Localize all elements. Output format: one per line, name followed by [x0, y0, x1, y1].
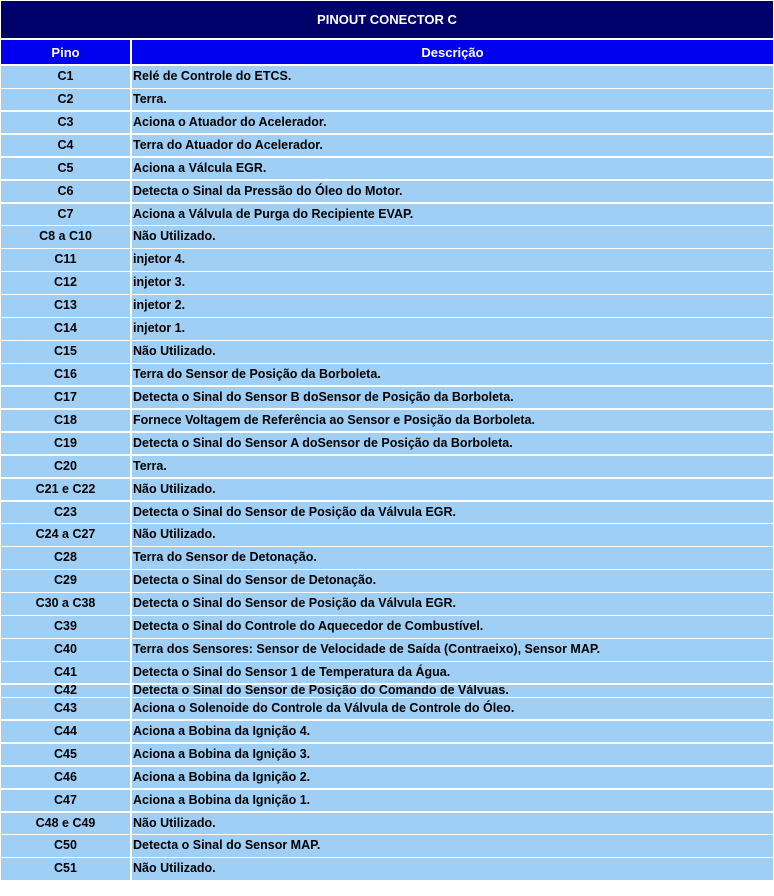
table-row	[1, 685, 773, 697]
description-cell: Terra dos Sensores: Sensor de Velocidade de Saída (Contraeixo), Sensor MAP.	[132, 639, 773, 661]
table-row	[1, 249, 773, 271]
table-row	[1, 502, 773, 524]
description-cell: injetor 4.	[132, 249, 773, 271]
table-row	[1, 767, 773, 789]
table-row	[1, 662, 773, 684]
description-cell: Detecta o Sinal da Pressão do Óleo do Motor.	[132, 181, 773, 203]
description-cell: Detecta o Sinal do Sensor de Posição da Válvula EGR.	[132, 502, 773, 524]
table-row	[1, 204, 773, 226]
description-cell: Detecta o Sinal do Sensor 1 de Temperatura da Água.	[132, 662, 773, 684]
table-body	[1, 66, 773, 881]
pin-cell: C11	[1, 249, 130, 271]
table-row	[1, 813, 773, 835]
pin-cell: C18	[1, 410, 130, 432]
table-row	[1, 112, 773, 134]
table-row	[1, 135, 773, 157]
pin-cell: C23	[1, 502, 130, 524]
pin-cell: C2	[1, 89, 130, 111]
pin-cell: C46	[1, 767, 130, 789]
table-row	[1, 410, 773, 432]
description-cell: Detecta o Sinal do Sensor A doSensor de Posição da Borboleta.	[132, 433, 773, 455]
pin-cell: C28	[1, 547, 130, 569]
table-row	[1, 433, 773, 455]
table-row	[1, 616, 773, 638]
pin-cell: C7	[1, 204, 130, 226]
table-row	[1, 570, 773, 592]
description-cell: injetor 2.	[132, 295, 773, 317]
pin-cell: C17	[1, 387, 130, 409]
table-row	[1, 89, 773, 111]
description-cell: Relé de Controle do ETCS.	[132, 66, 773, 88]
pin-cell: C12	[1, 272, 130, 294]
pin-cell: C48 e C49	[1, 813, 130, 835]
table-row	[1, 66, 773, 88]
description-cell: Não Utilizado.	[132, 858, 773, 880]
pin-cell: C3	[1, 112, 130, 134]
table-row	[1, 547, 773, 569]
description-cell: injetor 1.	[132, 318, 773, 340]
pin-cell: C40	[1, 639, 130, 661]
description-cell: Aciona a Bobina da Ignição 3.	[132, 744, 773, 766]
description-cell: Aciona a Válvula de Purga do Recipiente EVAP.	[132, 204, 773, 226]
table-row	[1, 364, 773, 386]
description-cell: Aciona a Bobina da Ignição 2.	[132, 767, 773, 789]
description-cell: Aciona o Atuador do Acelerador.	[132, 112, 773, 134]
description-cell: Não Utilizado.	[132, 524, 773, 546]
description-cell: injetor 3.	[132, 272, 773, 294]
pin-cell: C39	[1, 616, 130, 638]
table-row	[1, 698, 773, 720]
table-row	[1, 387, 773, 409]
pin-cell: C16	[1, 364, 130, 386]
description-cell: Aciona o Solenoide do Controle da Válvula de Controle do Óleo.	[132, 698, 773, 720]
description-cell: Detecta o Sinal do Sensor de Posição do Comando de Válvuas.	[132, 685, 773, 697]
pin-cell: C5	[1, 158, 130, 180]
description-cell: Detecta o Sinal do Sensor B doSensor de Posição da Borboleta.	[132, 387, 773, 409]
table-row	[1, 744, 773, 766]
table-row	[1, 479, 773, 501]
description-cell: Não Utilizado.	[132, 813, 773, 835]
table-row	[1, 639, 773, 661]
table-title: PINOUT CONECTOR C	[1, 1, 773, 38]
description-cell: Detecta o Sinal do Sensor de Posição da Válvula EGR.	[132, 593, 773, 615]
table-row	[1, 593, 773, 615]
pin-cell: C51	[1, 858, 130, 880]
description-cell: Aciona a Bobina da Ignição 4.	[132, 721, 773, 743]
pin-cell: C21 e C22	[1, 479, 130, 501]
pin-cell: C47	[1, 790, 130, 812]
pin-cell: C8 a C10	[1, 226, 130, 248]
table-row	[1, 226, 773, 248]
pin-cell: C42	[1, 685, 130, 697]
pin-cell: C41	[1, 662, 130, 684]
description-cell: Terra.	[132, 89, 773, 111]
table-row	[1, 858, 773, 880]
pin-cell: C29	[1, 570, 130, 592]
pin-cell: C30 a C38	[1, 593, 130, 615]
pin-cell: C4	[1, 135, 130, 157]
table-row	[1, 341, 773, 363]
description-cell: Terra do Atuador do Acelerador.	[132, 135, 773, 157]
table-row	[1, 295, 773, 317]
pin-cell: C6	[1, 181, 130, 203]
pin-cell: C19	[1, 433, 130, 455]
table-row	[1, 318, 773, 340]
table-header-row	[1, 40, 773, 64]
table-row	[1, 181, 773, 203]
description-cell: Não Utilizado.	[132, 341, 773, 363]
description-cell: Detecta o Sinal do Controle do Aquecedor de Combustível.	[132, 616, 773, 638]
pin-cell: C50	[1, 835, 130, 857]
table-row	[1, 456, 773, 478]
table-row	[1, 721, 773, 743]
pin-cell: C20	[1, 456, 130, 478]
table-row	[1, 272, 773, 294]
description-cell: Aciona a Bobina da Ignição 1.	[132, 790, 773, 812]
description-cell: Não Utilizado.	[132, 479, 773, 501]
description-cell: Terra.	[132, 456, 773, 478]
description-cell: Detecta o Sinal do Sensor MAP.	[132, 835, 773, 857]
table-row	[1, 158, 773, 180]
pin-cell: C14	[1, 318, 130, 340]
pin-cell: C15	[1, 341, 130, 363]
pin-cell: C1	[1, 66, 130, 88]
description-cell: Fornece Voltagem de Referência ao Sensor e Posição da Borboleta.	[132, 410, 773, 432]
column-header-pino: Pino	[1, 40, 130, 64]
description-cell: Aciona a Válcula EGR.	[132, 158, 773, 180]
column-header-descricao: Descrição	[132, 40, 773, 64]
description-cell: Terra do Sensor de Posição da Borboleta.	[132, 364, 773, 386]
description-cell: Não Utilizado.	[132, 226, 773, 248]
description-cell: Detecta o Sinal do Sensor de Detonação.	[132, 570, 773, 592]
table-row	[1, 524, 773, 546]
table-row	[1, 790, 773, 812]
pin-cell: C45	[1, 744, 130, 766]
pin-cell: C13	[1, 295, 130, 317]
pin-cell: C24 a C27	[1, 524, 130, 546]
pin-cell: C43	[1, 698, 130, 720]
description-cell: Terra do Sensor de Detonação.	[132, 547, 773, 569]
pin-cell: C44	[1, 721, 130, 743]
table-row	[1, 835, 773, 857]
